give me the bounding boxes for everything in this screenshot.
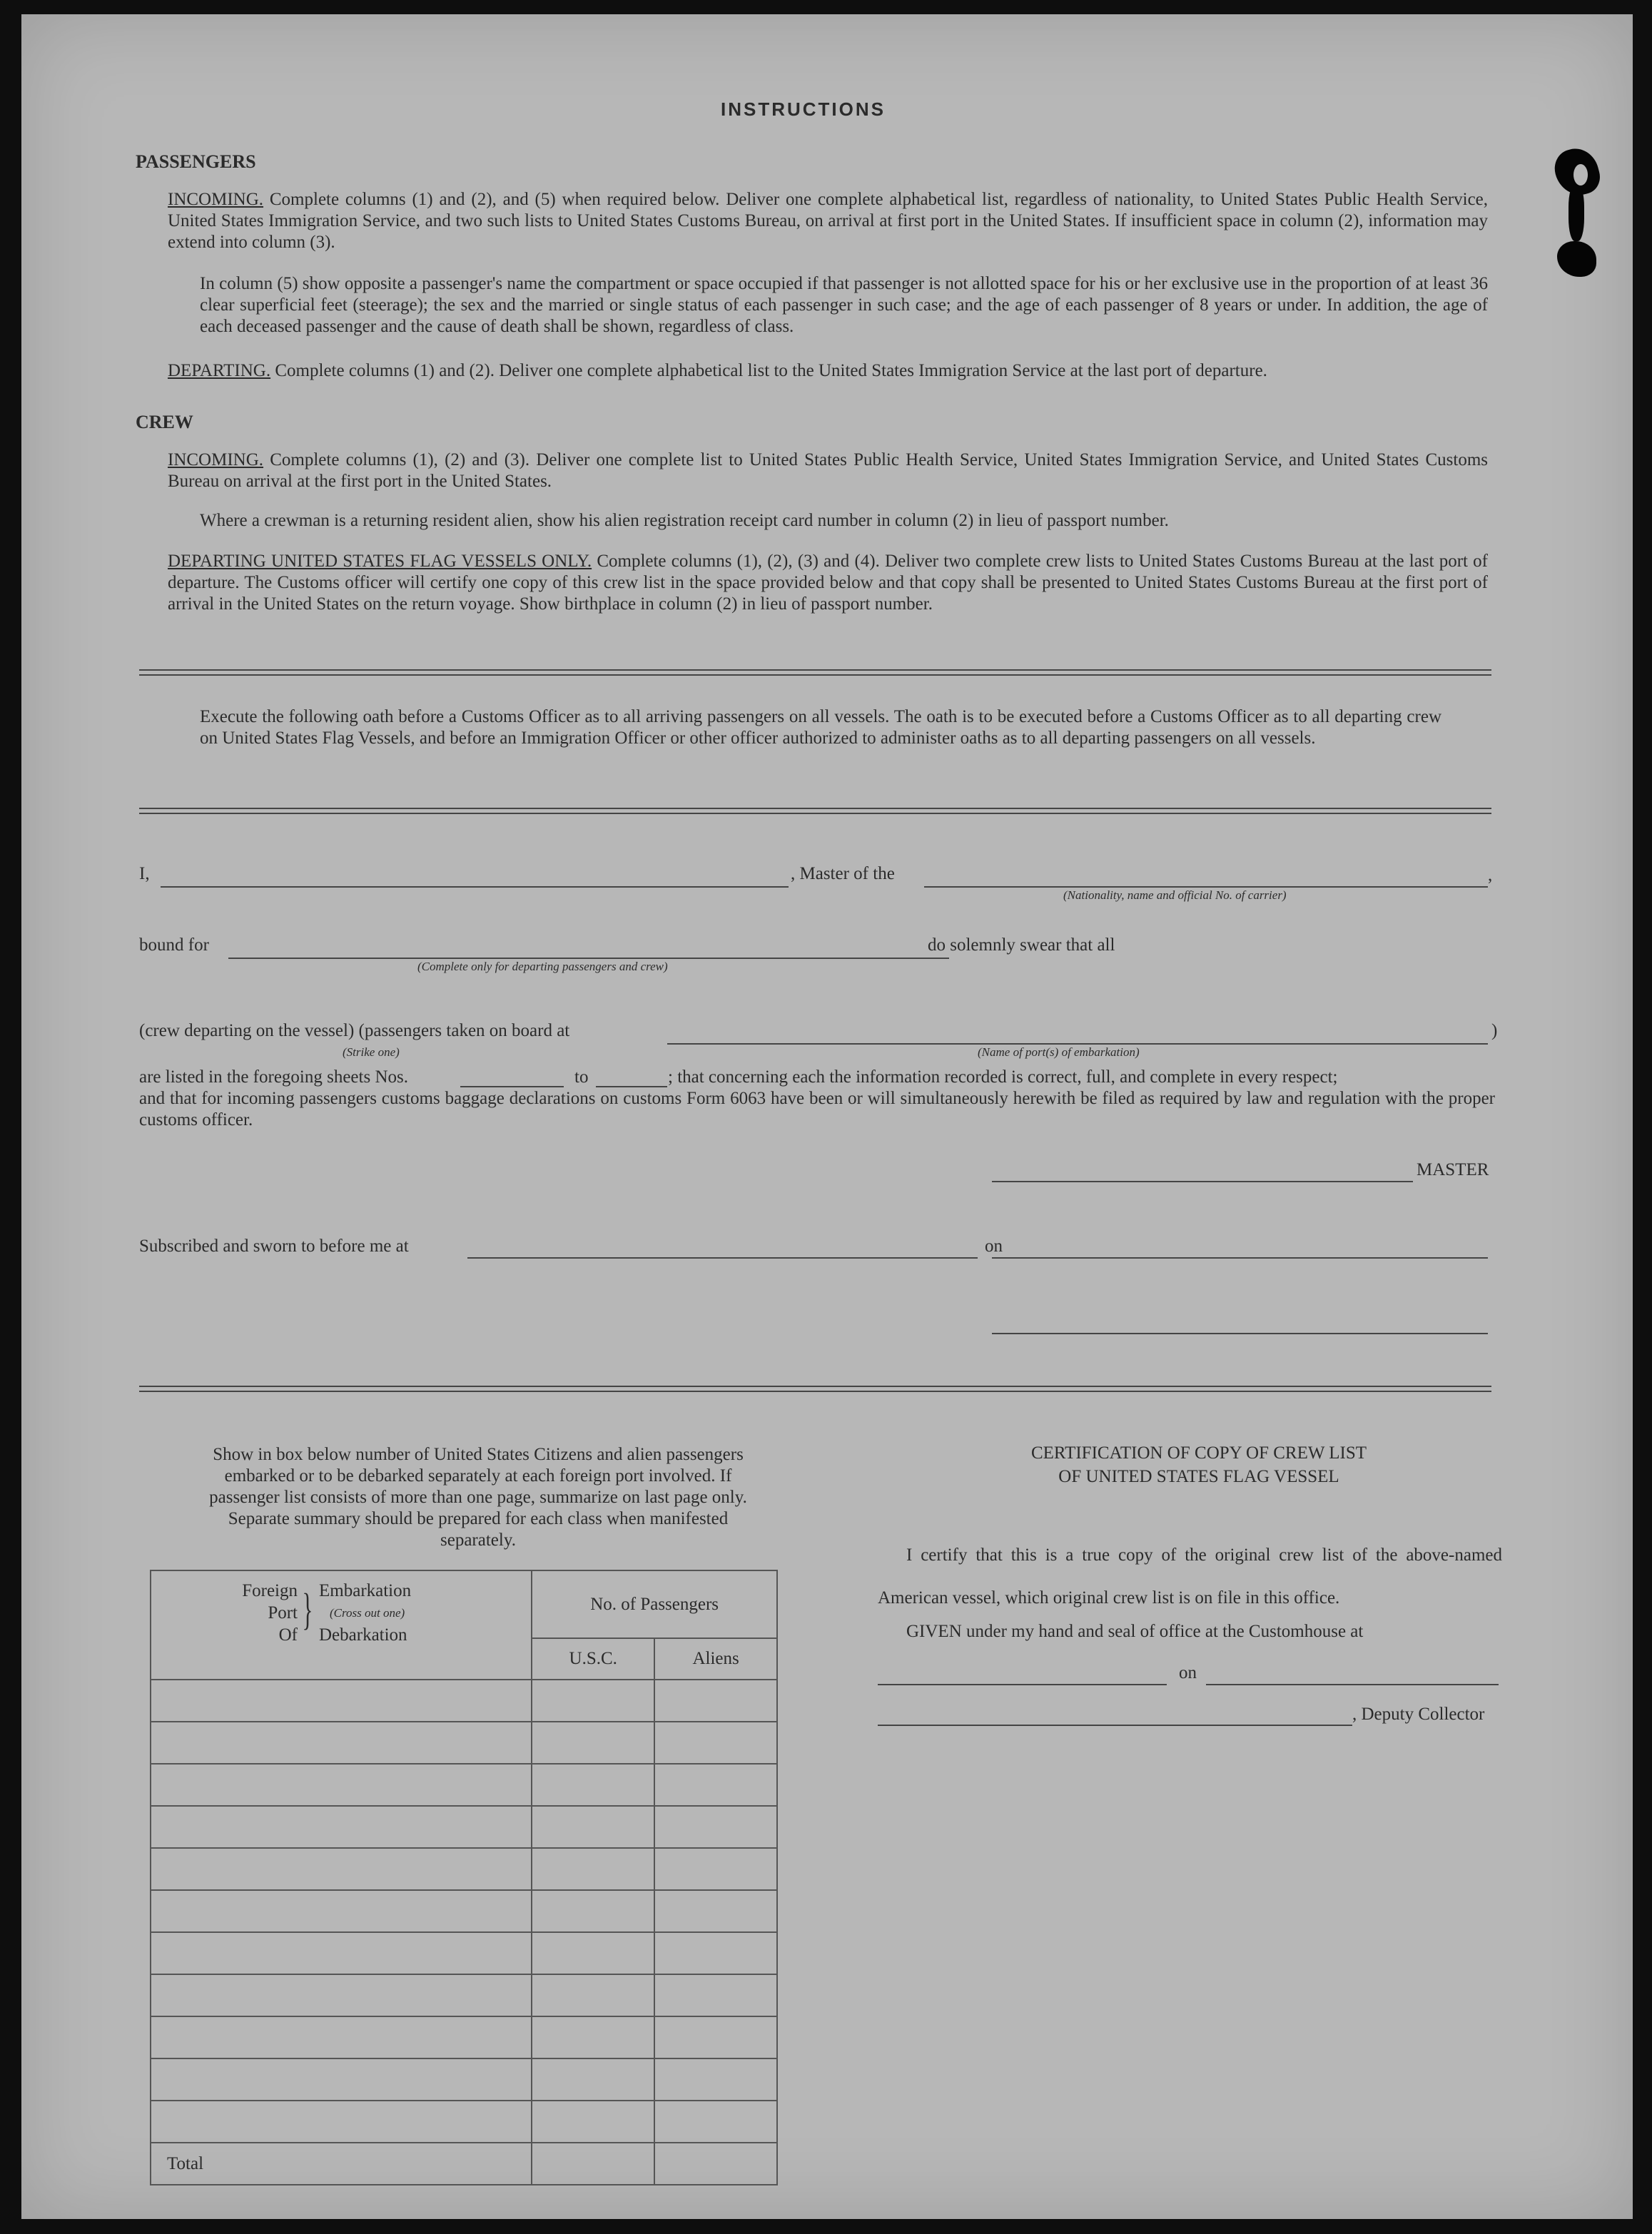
port-header-cell [151, 1570, 532, 1680]
departing-note: (Complete only for departing passengers and crew) [417, 960, 668, 973]
passengers-incoming-text: Complete columns (1) and (2), and (5) when required below. Deliver one complete alphabetical list, regardless of nationality, to United States Public Health Service, United States Immigration Service, and two such lists to United States Customs Bureau, on arrival at first port in the United States. If insufficient space in column (2), information may extend into column (3). [168, 190, 1489, 252]
passengers-incoming-paragraph [168, 189, 1488, 253]
oath-master-of: , Master of the [791, 864, 895, 883]
oath-crew-passengers: (crew departing on the vessel) (passengers taken on board at [139, 1021, 570, 1040]
passengers-departing-text: Complete columns (1) and (2). Deliver one complete alphabetical list to the United States Immigration Service at the last port of departure. [275, 361, 1267, 380]
debarkation-label: Debarkation [319, 1625, 407, 1645]
summary-instructions: Show in box below number of United States Citizens and alien passengers embarked or to be debarked separately at each foreign port involved. If passenger list consists of more than one page, summarize on last page only. Separate summary should be prepared for each class when manifested separately. [209, 1445, 747, 1550]
table-row [151, 1932, 777, 1974]
brace-icon: } [302, 1585, 313, 1634]
sheet-from-line[interactable] [460, 1086, 564, 1087]
passengers-heading: PASSENGERS [136, 151, 256, 172]
foreign-label: Foreign [242, 1581, 298, 1600]
table-row [151, 2101, 777, 2143]
oath-listed-a: are listed in the foregoing sheets Nos. [139, 1067, 408, 1087]
oath-listed-b: ; that concerning each the information recorded is correct, full, and complete in every respect; [668, 1067, 1338, 1087]
table-row [151, 1848, 777, 1890]
passengers-incoming-label: INCOMING. [168, 190, 264, 209]
sworn-date-line[interactable] [992, 1257, 1488, 1259]
embarkation-label: Embarkation [319, 1581, 412, 1600]
divider [139, 669, 1491, 676]
ink-blot [1569, 184, 1584, 241]
certification-text: I certify that this is a true copy of the original crew list of the above-named American vessel, which original crew list is on file in this office. [878, 1545, 1502, 1608]
total-label: Total [151, 2143, 532, 2185]
oath-listed-to: to [574, 1067, 589, 1087]
passengers-departing-label: DEPARTING. [168, 361, 271, 380]
table-row [151, 1890, 777, 1932]
no-passengers-header: No. of Passengers [532, 1570, 777, 1638]
certification-on: on [1179, 1663, 1197, 1682]
usc-header: U.S.C. [532, 1638, 654, 1680]
crew-departing-text: Complete columns (1), (2), (3) and (4). Deliver two complete crew lists to United States Customs Bureau at the last port of departure. The Customs officer will certify one copy of this crew list in the space provided below and that copy shall be presented to United States Customs Bureau at the first port of arrival in the United States on the return voyage. Show birthplace in column (2) in lieu of passport number. [168, 552, 1488, 614]
certification-title-line2: OF UNITED STATES FLAG VESSEL [1058, 1467, 1339, 1486]
oath-on: on [985, 1237, 1003, 1256]
oath-subscribed: Subscribed and sworn to before me at [139, 1237, 409, 1256]
master-label: MASTER [1417, 1160, 1489, 1179]
passengers-departing-paragraph [168, 360, 1488, 382]
crew-heading: CREW [136, 412, 193, 432]
certification-title-line1: CERTIFICATION OF COPY OF CREW LIST [1030, 1443, 1367, 1463]
deputy-collector-line[interactable] [878, 1725, 1352, 1726]
deputy-collector-label: , Deputy Collector [1352, 1705, 1485, 1724]
ports-note: (Name of port(s) of embarkation) [978, 1045, 1140, 1059]
oath-listed-c: and that for incoming passengers customs baggage declarations on customs Form 6063 have been or will simultaneously herewith be filed as required by law and regulation with the proper customs officer. [139, 1089, 1495, 1129]
carrier-line[interactable] [924, 886, 1488, 888]
document-sheet [21, 14, 1633, 2219]
bound-for-line[interactable] [228, 958, 949, 959]
ink-blot [1557, 241, 1596, 277]
sheet-to-line[interactable] [596, 1086, 667, 1087]
comma: , [1488, 865, 1493, 885]
total-row [151, 2143, 777, 2185]
table-row [151, 2058, 777, 2101]
close-paren: ) [1491, 1021, 1498, 1040]
table-row [151, 1974, 777, 2016]
embarkation-port-line[interactable] [667, 1043, 1488, 1045]
officer-signature-line[interactable] [992, 1333, 1488, 1334]
passengers-column5-paragraph: In column (5) show opposite a passenger's name the compartment or space occupied if that passenger is not allotted space for his or her exclusive use in the proportion of at least 36 clear superficial feet (steerage); the sex and the married or single status of each passenger in such case; and the age of each passenger of 8 years or under. In addition, the age of each deceased passenger and the cause of death shall be shown, regardless of class. [200, 274, 1488, 336]
passenger-summary-table [150, 1570, 778, 2185]
oath-intro: Execute the following oath before a Customs Officer as to all arriving passengers on all vessels. The oath is to be executed before a Customs Officer as to all departing crew on United States Flag Vessels, and before an Immigration Officer or other officer authorized to administer oaths as to all departing passengers on all vessels. [200, 707, 1441, 748]
certification-given: GIVEN under my hand and seal of office at the Customhouse at [906, 1622, 1364, 1641]
table-row [151, 1722, 777, 1764]
crew-departing-paragraph [168, 551, 1488, 615]
crew-incoming-label: INCOMING. [168, 450, 264, 469]
ink-blot-hole [1574, 164, 1588, 186]
crew-incoming-text: Complete columns (1), (2) and (3). Deliver one complete list to United States Public Health Service, United States Immigration Service, and United States Customs Bureau on arrival at the first port in the United States. [168, 450, 1488, 491]
certification-title [906, 1441, 1491, 1488]
master-signature-line[interactable] [992, 1181, 1413, 1182]
page-title: INSTRUCTIONS [721, 98, 886, 120]
crew-incoming-paragraph [168, 450, 1488, 492]
oath-i-label: I, [139, 864, 150, 883]
customhouse-place-line[interactable] [878, 1684, 1167, 1685]
oath-swear: do solemnly swear that all [928, 935, 1115, 955]
cross-out-note: (Cross out one) [330, 1606, 405, 1620]
crew-alien-paragraph: Where a crewman is a returning resident alien, show his alien registration receipt card number in column (2) in lieu of passport number. [200, 511, 1169, 530]
certification-date-line[interactable] [1206, 1684, 1499, 1685]
strike-one-note: (Strike one) [343, 1045, 400, 1059]
divider [139, 1386, 1491, 1392]
master-name-line[interactable] [161, 886, 789, 888]
of-label: Of [278, 1625, 298, 1645]
carrier-note: (Nationality, name and official No. of carrier) [1063, 888, 1287, 902]
divider [139, 808, 1491, 814]
sworn-place-line[interactable] [467, 1257, 978, 1259]
crew-departing-label: DEPARTING UNITED STATES FLAG VESSELS ONLY. [168, 552, 592, 571]
table-row [151, 1806, 777, 1848]
table-row [151, 1680, 777, 1722]
port-label: Port [268, 1603, 298, 1623]
table-row [151, 1764, 777, 1806]
table-row [151, 2016, 777, 2058]
oath-bound-for: bound for [139, 935, 209, 955]
aliens-header: Aliens [654, 1638, 777, 1680]
